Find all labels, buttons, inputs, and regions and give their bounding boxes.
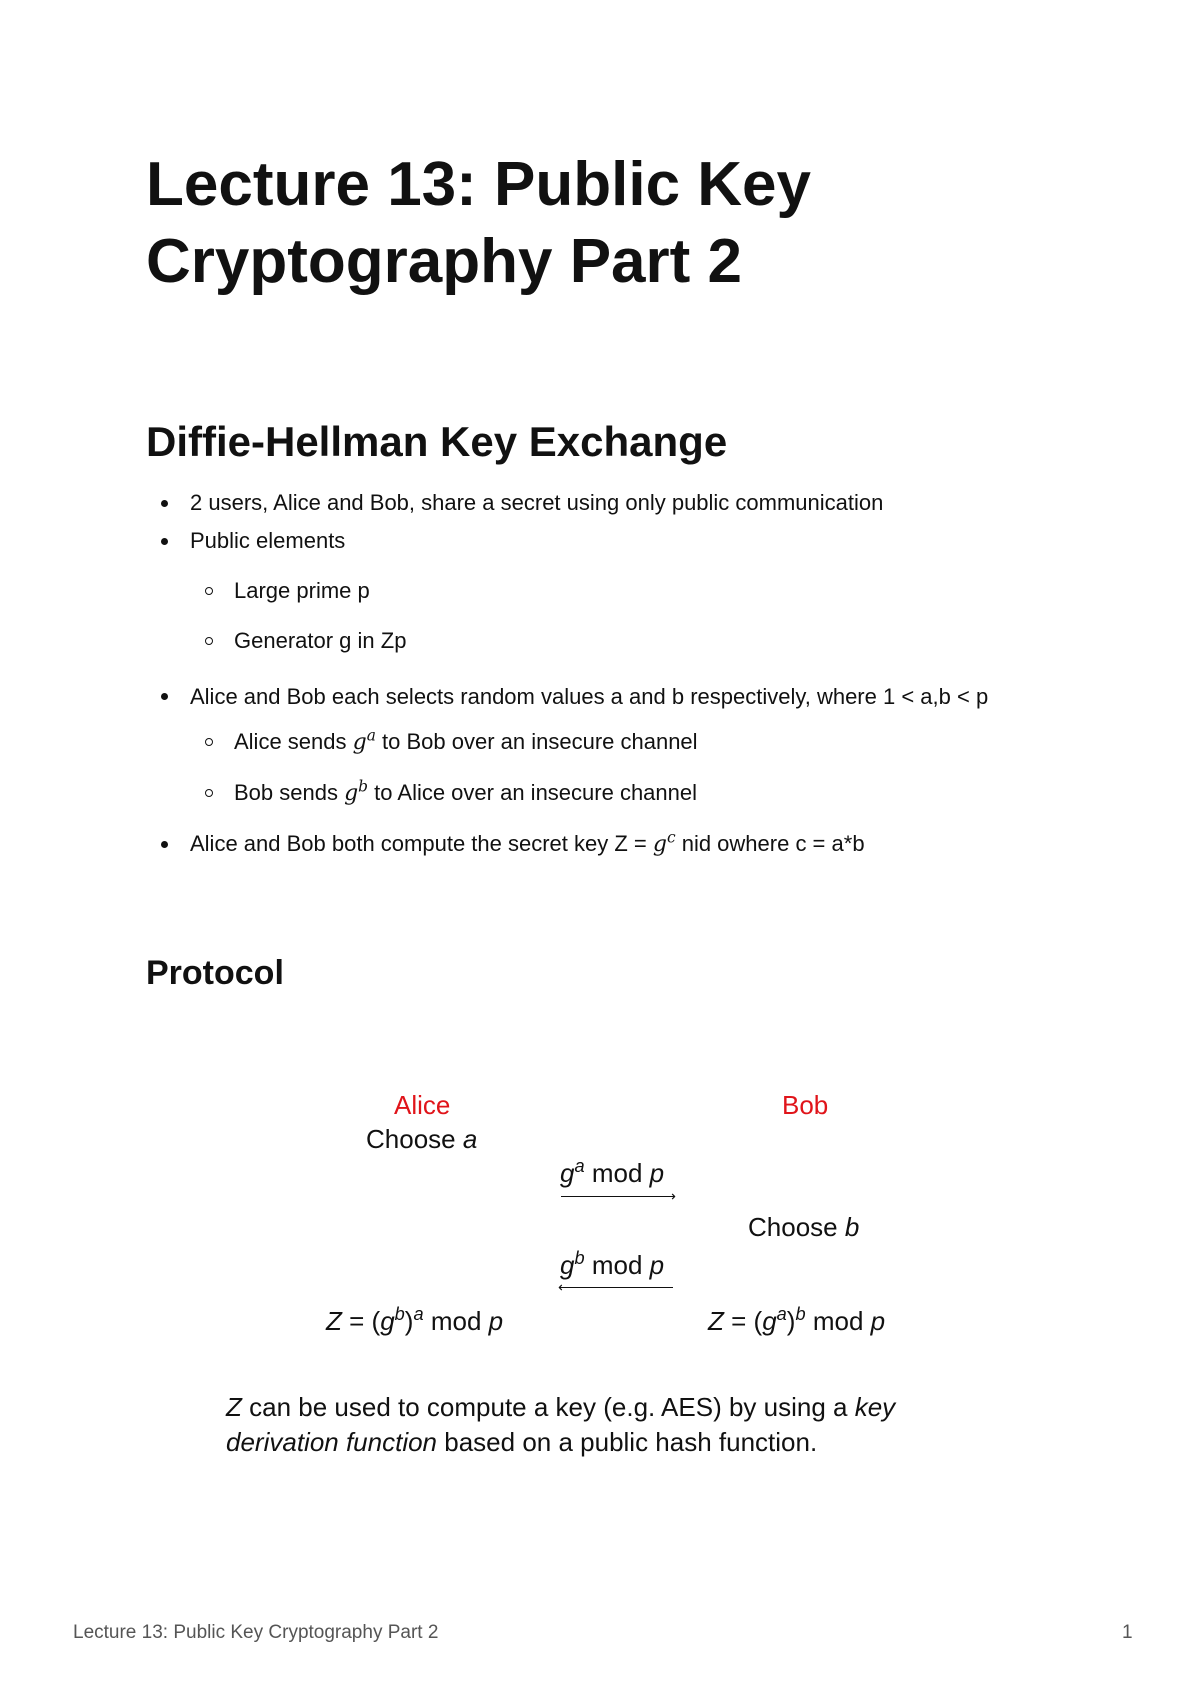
note-text: can be used to compute a key (e.g. AES) by using a xyxy=(241,1392,855,1422)
sub-bullet-text: Generator g in Zp xyxy=(234,628,407,653)
section-heading-diffie-hellman: Diffie-Hellman Key Exchange xyxy=(146,418,728,465)
message-bob-to-alice xyxy=(560,1250,664,1281)
bullet-text: nid owhere c = a*b xyxy=(675,831,865,856)
bullet-item xyxy=(146,490,1076,516)
bob-choose-b xyxy=(748,1212,859,1243)
sub-bullet-text: to Alice over an insecure channel xyxy=(368,780,698,805)
exp-outer: b xyxy=(795,1304,806,1324)
sub-bullet-item xyxy=(146,777,1076,807)
arrow-head-left: ⟵ xyxy=(558,1279,579,1295)
var-p: p xyxy=(870,1306,886,1336)
choose-word: Choose xyxy=(748,1212,838,1242)
exp-inner: a xyxy=(776,1304,787,1324)
sub-bullet-text: Large prime p xyxy=(234,578,370,603)
section-heading-protocol: Protocol xyxy=(146,954,284,992)
bullet-list xyxy=(146,490,1076,882)
exp-inner: b xyxy=(394,1304,405,1324)
var-g: g xyxy=(560,1158,575,1188)
alice-choose-a xyxy=(366,1124,477,1155)
var-p: p xyxy=(649,1250,665,1280)
math-exponent: a xyxy=(366,726,376,745)
var-z: Z xyxy=(326,1306,342,1336)
left-arrow xyxy=(558,1279,673,1295)
bullet-item xyxy=(146,828,1076,858)
equals-sign: = xyxy=(349,1306,365,1336)
var-g: g xyxy=(380,1306,395,1336)
equals-sign: = xyxy=(731,1306,747,1336)
sub-bullet-text: Bob sends xyxy=(234,780,345,805)
mod-word: mod xyxy=(591,1158,643,1188)
page-number: 1 xyxy=(1122,1622,1133,1643)
key-derivation-note xyxy=(226,1390,986,1460)
var-z: Z xyxy=(708,1306,724,1336)
mod-word: mod xyxy=(812,1306,864,1336)
right-arrow xyxy=(561,1188,676,1204)
var-a: a xyxy=(462,1124,478,1154)
alice-secret-formula: $Z = (g^b)^a$ mod p xyxy=(326,1304,504,1336)
var-b: b xyxy=(844,1212,860,1242)
mod-word: mod xyxy=(591,1250,643,1280)
math-exponent: b xyxy=(358,777,369,796)
var-p: p xyxy=(488,1306,504,1336)
page-title: Lecture 13: Public Key Cryptography Part 2 xyxy=(146,150,812,296)
bullet-text: Alice and Bob each selects random values a and b respectively, where 1 < a,b < p xyxy=(190,684,989,709)
math-base: g xyxy=(652,832,667,857)
exp-b: b xyxy=(574,1248,585,1268)
choose-word: Choose xyxy=(366,1124,456,1154)
var-g: g xyxy=(560,1250,575,1280)
bullet-text: 2 users, Alice and Bob, share a secret using only public communication xyxy=(190,490,884,515)
bullet-item xyxy=(146,528,1076,554)
math-base: g xyxy=(352,730,367,755)
note-italic-text: key derivation function xyxy=(226,1392,896,1457)
bullet-item xyxy=(146,678,1076,715)
bob-label: Bob xyxy=(782,1090,829,1120)
footer-title: Lecture 13: Public Key Cryptography Part 2 xyxy=(73,1622,439,1643)
alice-label: Alice xyxy=(394,1090,451,1120)
var-p: p xyxy=(649,1158,665,1188)
note-z: Z xyxy=(226,1392,242,1422)
bob-secret-formula: $Z = (g^a)^b$ mod p xyxy=(708,1304,886,1336)
sub-bullet-text: to Bob over an insecure channel xyxy=(375,729,698,754)
var-g: g xyxy=(762,1306,777,1336)
bullet-text: Alice and Bob both compute the secret key Z = xyxy=(190,831,653,856)
sub-bullet-item xyxy=(146,726,1076,756)
message-alice-to-bob xyxy=(560,1158,664,1189)
math-exponent: c xyxy=(666,828,676,847)
sub-bullet-item xyxy=(146,578,1076,604)
sub-bullet-text: Alice sends xyxy=(234,729,353,754)
math-base: g xyxy=(344,781,359,806)
exp-outer: a xyxy=(413,1304,424,1324)
arrow-head-right: ⟶ xyxy=(655,1188,676,1204)
sub-bullet-item xyxy=(146,628,1076,654)
mod-word: mod xyxy=(430,1306,482,1336)
note-text: based on a public hash function. xyxy=(437,1427,818,1457)
bullet-text: Public elements xyxy=(190,528,346,553)
exp-a: a xyxy=(574,1156,585,1176)
